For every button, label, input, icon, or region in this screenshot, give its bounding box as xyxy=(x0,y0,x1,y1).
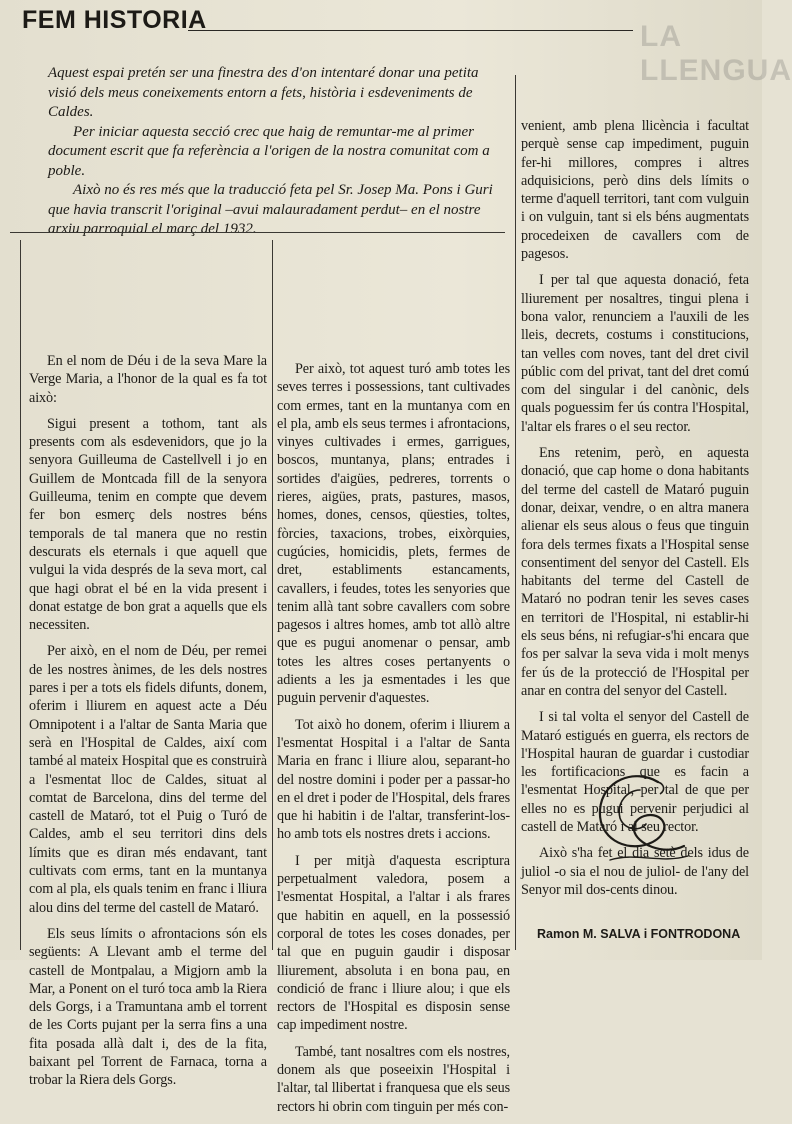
intro-paragraph: Per iniciar aquesta secció crec que haig de remuntar-me al primer document escrit que fa referència a l'origen de la nostra comunitat com a poble. xyxy=(48,123,490,179)
calligraphic-monogram-icon xyxy=(580,760,700,880)
body-paragraph: Els seus límits o afrontacions són els següents: A Llevant amb el terme del castell de Montpalau, a Migjorn amb la Mar, a Ponent on el turó toca amb la Riera dels Gorgs, i a Tramuntana amb el torrent de les Corts pujant per la serra fins a una fita posada allà dalt i, des de la fita, baixant pel Torrent de Farnaca, torna a trobar la Riera dels Gorgs. xyxy=(29,925,267,1089)
body-paragraph: I per mitjà d'aquesta escriptura perpetualment valedora, posem a l'esmentat Hospital, a l'altar i als frares que habitin en aquell, en la possessió corporal de totes les coses donades, per tal que en puguin gaudir i disposar lliurement, absoluta i en bona pau, en condició de franc i lliure alou; i que els rectors de l'Hospital es disposin sense cap impediment nostre. xyxy=(277,852,510,1034)
body-paragraph: I si tal volta el senyor del Castell de Mataró estigués en guerra, els rectors de l'Hospital hauran de guardar i custodiar les fortificacions que es facin a l'esmentat Hospital, per tal de que per elles no es pugui pervenir perjudici al castell de Mataró i al seu rector. xyxy=(521,709,749,835)
body-paragraph: venient, amb plena llicència i facultat perquè sense cap impediment, puguin fer-hi millores, compres i altres adquisicions, però dins dels límits o terme d'aquell territori, tant com vulguin i on vulguin, tant si els béns augmentats procedeixen de cavallers com de pagesos. xyxy=(521,118,749,263)
ghost-heading: LA LLENGUA xyxy=(640,20,792,87)
section-title: FEM HISTORIA xyxy=(22,6,207,34)
body-paragraph: Ens retenim, però, en aquesta donació, que cap home o dona habitants del terme del castell de Mataró puguin donar, deixar, vendre, o en altra manera alienar els seus alous o feus que tinguin fora dels termes fixats a l'Hospital sense consentiment del senyor del Castell. Els habitants del terme del Castell de Mataró no podran tenir les seves cases en territori de l'Hospital, ni establir-hi els seus béns, ni refugiar-s'hi encara que fos per salvar la seva vida i molt menys fer ús de la protecció de l'Hospital per anar en contra del senyor del Castell. xyxy=(521,445,749,699)
title-rule xyxy=(188,30,633,31)
body-paragraph: Per això, en el nom de Déu, per remei de les nostres ànimes, de les dels nostres pares i per a tots els fidels difunts, donem, oferim i lliurem en aquest acte a Déu Omnipotent i a l'altar de Santa Maria que serà en l'Hospital de Caldes, així com també al mateix Hospital que es construirà a l'esmentat lloc de Caldes, situat al comtat de Barcelona, dins del terme del castell de Mataró, tot el Puig o Turó de Caldes, amb el seu territori dins dels límits que es diran més endavant, tant cultivats com erms, tant en la muntanya com al pla, els quals tenim en franc i lliura alou dins del terme del castell de Mataró. xyxy=(29,643,267,916)
intro-divider xyxy=(10,232,505,233)
column-divider-right xyxy=(515,75,516,950)
body-paragraph: Per això, tot aquest turó amb totes les seves terres i possessions, tant cultivades com ermes, tant en la muntanya com en el pla, amb els seus termes i afrontacions, vinyes cultivades i ermes, garrigues, boscos, muntanya, plans; entrades i sortides d'aigües, pedreres, torrents o rieres, aigües, prats, pastures, masos, homes, dones, censos, qüesties, toltes, fòrcies, taxacions, trobes, eixòrquies, cugúcies, homicidis, plets, fermes de dret, establiments estancaments, cavallers, i feudes, totes les senyories que tenim allà tant sobre cavallers com sobre pagesos i altres homes, amb tot allò altre que es pugui anomenar o pensar, amb totes les altres coses pertanyents o adients a les ja esmentades i les que puguin pervenir d'aquestes. xyxy=(277,361,510,707)
body-paragraph: I per tal que aquesta donació, feta lliurement per nosaltres, tingui plena i bona valor, renunciem a l'auxili de les lleis, decrets, costums i constitucions, tan velles com noves, tant del dret civil públic com del privat, tant del dret comú com del singular i del canònic, dels quals poguessim fer ús contra l'Hospital, l'altar els frares o el seu rector. xyxy=(521,272,749,435)
text-column-2 xyxy=(277,360,510,1124)
body-paragraph: També, tant nosaltres com els nostres, donem als que poseeixin l'Hospital i l'altar, tal llibertat i franquesa que els seus rectors hi obrin com tinguin per més con- xyxy=(277,1043,510,1115)
column-divider-middle xyxy=(272,240,273,950)
body-paragraph: Això s'ha fet el dia setè dels idus de juliol -o sia el nou de juliol- de l'any del Senyor mil dos-cents dinou. xyxy=(521,845,749,898)
body-paragraph: Sigui present a tothom, tant als presents com als esdevenidors, que jo la senyora Guilleuma de Castellvell i jo en Guillem de Montcada fill de la senyora Guilleuma, tenim en compte que devem fer bon esmerç dels nostres béns temporals de tal manera que no restin descurats els eternals i que aquell que vulgui la vida després de la seva mort, cal que hagi obrat el bé en la vida present i donat estatge de bon grat a aquells que els necessiten. xyxy=(29,415,267,634)
body-paragraph: Tot això ho donem, oferim i lliurem a l'esmentat Hospital i a l'altar de Santa Maria en franc i lliure alou, separant-ho del nostre domini i poder per a passar-ho en el dret i poder de l'Hospital, dels frares que hi habitin i de l'altar, transferint-los-ho amb tots els nostres drets i accions. xyxy=(277,716,510,843)
text-column-1 xyxy=(29,352,267,1098)
intro-paragraphs xyxy=(48,64,503,240)
author-signature: Ramon M. SALVA i FONTRODONA xyxy=(537,927,741,941)
body-paragraph: En el nom de Déu i de la seva Mare la Verge Maria, a l'honor de la qual es fa tot això: xyxy=(29,353,267,406)
column-divider-left xyxy=(20,240,21,950)
intro-paragraph: Aquest espai pretén ser una finestra des d'on intentaré donar una petita visió dels meus coneixements entorn a fets, història i esdeveniments de Caldes. xyxy=(48,65,479,120)
intro-paragraph: Això no és res més que la traducció feta pel Sr. Josep Ma. Pons i Guri que havia transcrit l'original –avui malauradament perdut– en el nostre arxiu parroquial el març del 1932. xyxy=(48,182,493,237)
